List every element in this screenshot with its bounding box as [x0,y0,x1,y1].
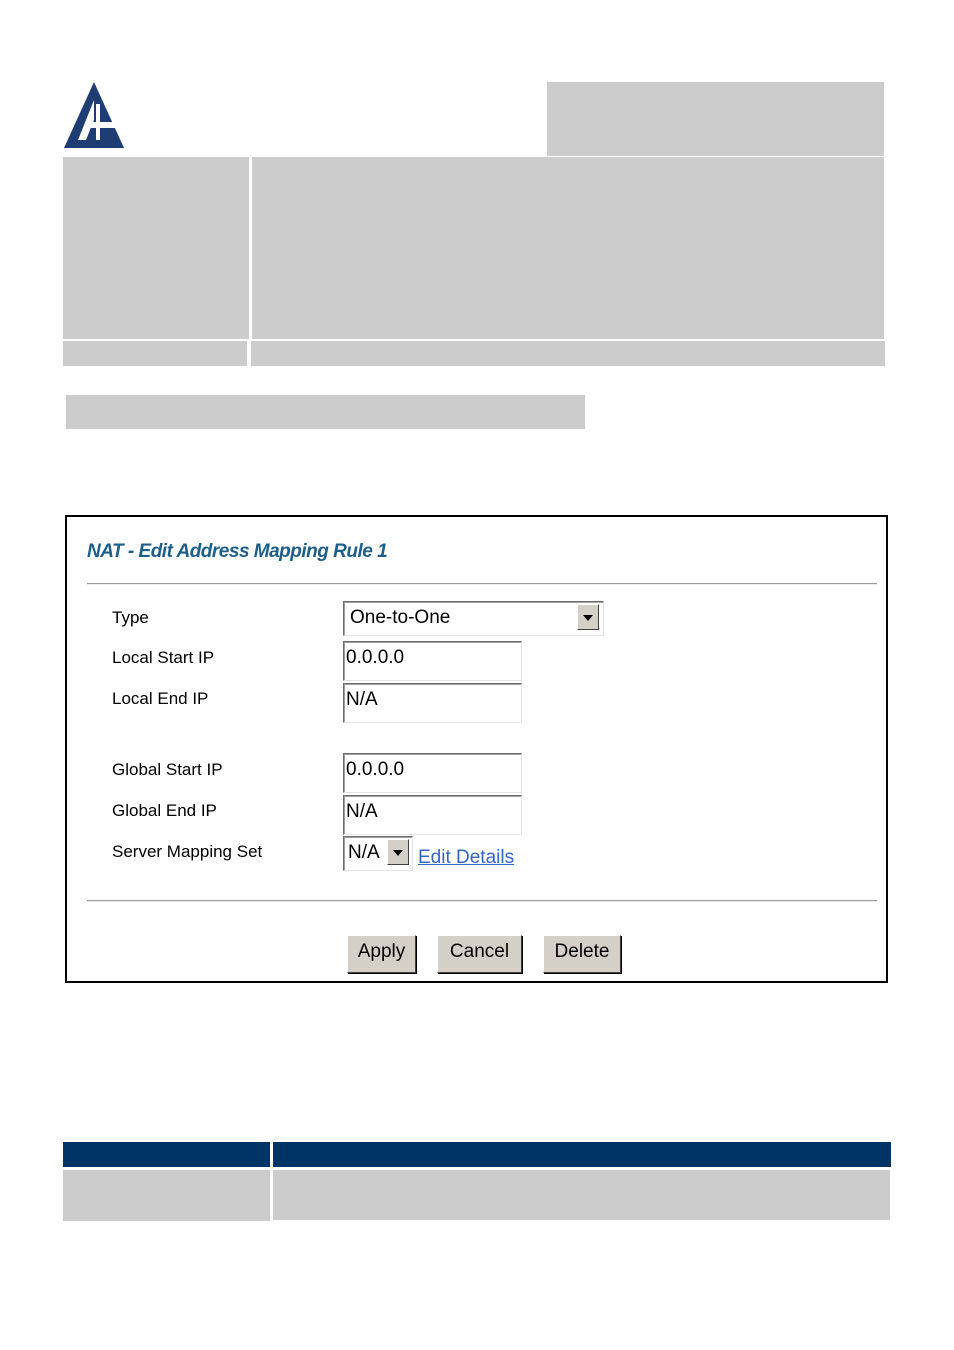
delete-button[interactable]: Delete [543,935,621,973]
right-panel [252,157,884,339]
local-end-ip-input[interactable]: N/A [343,683,522,723]
section-title-bar [66,395,585,429]
table-row-right [273,1170,890,1220]
local-end-ip-label: Local End IP [112,689,209,708]
global-start-ip-label: Global Start IP [112,760,223,779]
server-mapping-set-select[interactable] [343,836,413,871]
local-start-ip-label: Local Start IP [112,648,215,667]
right-strip [251,341,885,366]
chevron-down-icon[interactable] [387,839,409,865]
cancel-button[interactable]: Cancel [437,935,522,973]
global-end-ip-input[interactable]: N/A [343,795,522,835]
left-panel [63,157,249,339]
top-divider [87,583,877,585]
chevron-down-icon[interactable] [577,604,599,630]
atlantis-logo-icon [64,82,126,152]
local-start-ip-input[interactable]: 0.0.0.0 [343,641,522,681]
server-mapping-set-label: Server Mapping Set [112,842,263,861]
edit-details-link[interactable]: Edit Details [418,847,515,868]
server-mapping-set-value: N/A [348,842,380,863]
global-start-ip-input[interactable]: 0.0.0.0 [343,753,522,793]
left-strip [63,341,247,366]
header-box [547,82,884,156]
nat-edit-dialog [65,515,888,983]
table-header-left [63,1142,270,1167]
global-end-ip-label: Global End IP [112,801,217,820]
dialog-title: NAT - Edit Address Mapping Rule 1 [87,541,388,562]
type-select-value: One-to-One [350,607,451,628]
bottom-divider [87,900,877,902]
table-header-right [273,1142,891,1167]
type-select[interactable] [343,601,604,636]
apply-button[interactable]: Apply [347,935,416,973]
type-label: Type [112,608,149,627]
table-row-left [63,1170,270,1221]
